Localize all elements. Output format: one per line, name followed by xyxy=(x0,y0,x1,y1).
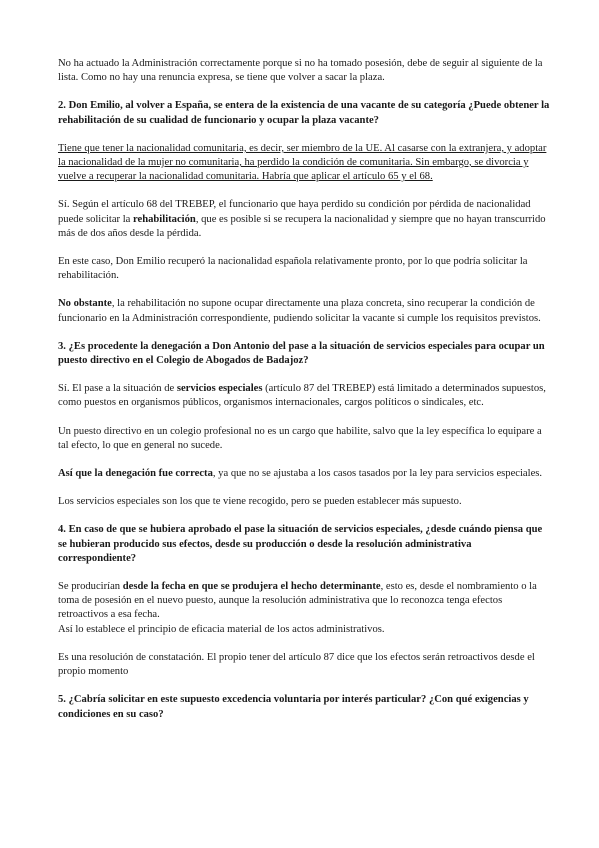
text-run: , ya que no se ajustaba a los casos tasados por la ley para servicios especiales. xyxy=(212,468,543,480)
text-run: (artículo 87 del TREBEP) está limitado a determinados supuestos, como puestos en organismos públicos, organismos internacionales, cargos políticos o sindicales, etc. xyxy=(58,383,546,409)
answer-3-note: Los servicios especiales son los que te viene recogido, pero se pueden establecer más supuesto. xyxy=(58,496,462,508)
answer-2-underlined: Tiene que tener la nacionalidad comunitaria, es decir, ser miembro de la UE. Al casarse con la extranjera, y adoptar la nacionalidad de la mujer no comunitaria, ha perdido la condición de comunitaria. Sin embargo, se divorcia y vuelve a recuperar la nacionalidad comunitaria. Habría que aplicar el artículo 65 y el 68. xyxy=(58,142,547,183)
answer-2-however xyxy=(58,297,551,325)
paragraph-intro: No ha actuado la Administración correctamente porque si no ha tomado posesión, debe de seguir al siguiente de la lista. Como no hay una renuncia expresa, se tiene que volver a sacar la plaza. xyxy=(58,58,543,84)
text-run: Sí. Según el artículo 68 del TREBEP, el funcionario que haya perdido su condición por pérdida de nacionalidad puede solicitar la xyxy=(58,199,531,225)
answer-4-effects xyxy=(58,580,551,623)
bold-term-no-obstante: No obstante xyxy=(58,298,112,310)
text-run: , la rehabilitación no supone ocupar directamente una plaza concreta, sino recuperar la condición de funcionario en la Administración correspondiente, pudiendo solicitar la vacante si cumple los requisitos previstos. xyxy=(58,298,541,324)
answer-4-principle: Así lo establece el principio de eficacia material de los actos administrativos. xyxy=(58,623,385,635)
question-5: 5. ¿Cabría solicitar en este supuesto excedencia voluntaria por interés particular? ¿Con qué exigencias y condiciones en su caso? xyxy=(58,694,529,720)
text-run: Se producirían xyxy=(58,581,123,593)
bold-term-rehabilitation: rehabilitación xyxy=(133,213,196,225)
text-run: , esto es, desde el nombramiento o la toma de posesión en el nuevo puesto, aunque la resolución administrativa que lo reconozca tenga efectos retroactivos a esa fecha. xyxy=(58,581,537,621)
answer-2-case: En este caso, Don Emilio recuperó la nacionalidad española relativamente pronto, por lo que podría solicitar la rehabilitación. xyxy=(58,256,528,282)
bold-term-denegacion: Así que la denegación fue correcta xyxy=(58,468,213,480)
answer-3-conclusion xyxy=(58,467,551,481)
bold-term-servicios-especiales: servicios especiales xyxy=(176,383,263,395)
answer-4-resolution: Es una resolución de constatación. El propio tener del artículo 87 dice que los efectos serán retroactivos desde el propio momento xyxy=(58,651,535,678)
bold-term-fecha-hecho: desde la fecha en que se produjera el hecho determinante xyxy=(122,581,381,593)
answer-3-special-services xyxy=(58,382,551,410)
answer-3-directive-post: Un puesto directivo en un colegio profesional no es un cargo que habilite, salvo que la ley específica lo equipare a tal efecto, lo que en general no sucede. xyxy=(58,425,542,451)
text-run: Sí. El pase a la situación de xyxy=(58,383,177,395)
question-4: 4. En caso de que se hubiera aprobado el pase la situación de servicios especiales, ¿desde cuándo piensa que se hubieran producido sus efectos, desde su producción o desde la resolución administrativa correspondiente? xyxy=(58,524,543,564)
text-run: , que es posible si se recupera la nacionalidad y siempre que no hayan transcurrido más de dos años desde la pérdida. xyxy=(58,213,546,239)
question-2: 2. Don Emilio, al volver a España, se entera de la existencia de una vacante de su categoría ¿Puede obtener la rehabilitación de su cualidad de funcionario y ocupar la plaza vacante? xyxy=(58,100,550,126)
answer-2-rehabilitation xyxy=(58,198,551,241)
question-3: 3. ¿Es procedente la denegación a Don Antonio del pase a la situación de servicios especiales para ocupar un puesto directivo en el Colegio de Abogados de Badajoz? xyxy=(58,340,545,367)
